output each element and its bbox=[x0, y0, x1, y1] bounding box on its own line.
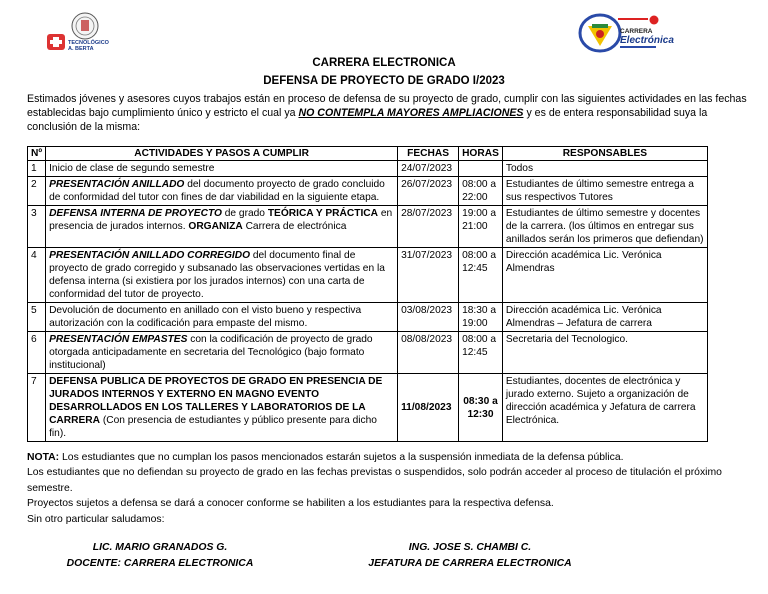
row-responsible: Estudiantes de último semestre entrega a sus respectivos Tutores bbox=[502, 177, 707, 206]
row-responsible: Secretaria del Tecnologico. bbox=[502, 332, 707, 374]
row-hour: 18:30 a 19:00 bbox=[459, 303, 503, 332]
intro-emphasis: NO CONTEMPLA MAYORES AMPLIACIONES bbox=[298, 107, 524, 120]
logo-right-text-2: Electrónica bbox=[620, 35, 674, 46]
table-header-row bbox=[28, 147, 708, 161]
header-num: Nº bbox=[28, 147, 46, 161]
row-activity bbox=[46, 248, 398, 303]
activity-emphasis: PRESENTACIÓN EMPASTES bbox=[49, 334, 188, 345]
logo-left-text-1: TECNOLÓGICO bbox=[68, 40, 109, 46]
schedule-table bbox=[27, 146, 708, 442]
row-num: 7 bbox=[28, 374, 46, 442]
note-label: NOTA: bbox=[27, 452, 60, 463]
row-num: 6 bbox=[28, 332, 46, 374]
row-num: 1 bbox=[28, 161, 46, 177]
logo-right-text-1: CARRERA bbox=[620, 28, 653, 35]
activity-emphasis: PRESENTACIÓN ANILLADO bbox=[49, 179, 185, 190]
row-responsible: Todos bbox=[502, 161, 707, 177]
row-num: 5 bbox=[28, 303, 46, 332]
row-activity bbox=[46, 374, 398, 442]
row-responsible: Estudiantes, docentes de electrónica y jurado externo. Sujeto a organización de dirección académica y Jefatura de carrera Electrónica. bbox=[502, 374, 707, 442]
activity-emphasis: DEFENSA INTERNA DE PROYECTO bbox=[49, 208, 222, 219]
note-line-3: Proyectos sujetos a defensa se dará a conocer conforme se habiliten a los estudiantes para la respectiva defensa. bbox=[27, 498, 554, 510]
row-num: 2 bbox=[28, 177, 46, 206]
row-num: 4 bbox=[28, 248, 46, 303]
note-line-2: Los estudiantes que no defiendan su proyecto de grado en las fechas previstas o suspendidos, solo podrán acceder al proceso de titulación el próximo semestre. bbox=[27, 467, 722, 494]
activity-text: del documento final de proyecto de grado corregido y subsanado las observaciones vertidas en la defensa interna (si existiera por los jurados internos) con una carta de conformidad del tutor de proyecto. bbox=[49, 250, 385, 300]
intro-line-2b: y es de entera responsabilidad suya la bbox=[523, 107, 708, 120]
activity-bold: DEFENSA PUBLICA DE PROYECTOS DE GRADO EN PRESENCIA DE JURADOS INTERNOS Y EXTERNO EN MAGNO EVENTO DESARROLLADOS EN LOS TALLERES Y LABORATORIOS DE LA CARRERA bbox=[49, 376, 383, 426]
activity-bold: ORGANIZA bbox=[188, 221, 243, 232]
row-date: 08/08/2023 bbox=[398, 332, 459, 374]
row-responsible: Dirección académica Lic. Verónica Almendras bbox=[502, 248, 707, 303]
row-hour: 08:00 a 12:45 bbox=[459, 332, 503, 374]
document-title: CARRERA ELECTRONICA bbox=[312, 57, 456, 69]
table-row bbox=[28, 161, 708, 177]
table-row bbox=[28, 248, 708, 303]
table-row bbox=[28, 332, 708, 374]
activity-text: del documento proyecto de grado concluido de conformidad del tutor con fines de dar viabilidad en la siguiente etapa. bbox=[49, 179, 385, 203]
row-hour: 19:00 a 21:00 bbox=[459, 206, 503, 248]
row-responsible: Dirección académica Lic. Verónica Almendras – Jefatura de carrera bbox=[502, 303, 707, 332]
row-hour bbox=[459, 161, 503, 177]
row-num: 3 bbox=[28, 206, 46, 248]
institute-logo bbox=[42, 10, 122, 54]
notes-section bbox=[27, 450, 749, 527]
activity-text: (Con presencia de estudiantes y público presente para dicho fin). bbox=[49, 415, 377, 439]
intro-line-3: conclusión de la misma: bbox=[27, 121, 141, 134]
signature-right-role: JEFATURA DE CARRERA ELECTRONICA bbox=[368, 558, 572, 569]
row-hour: 08:00 a 22:00 bbox=[459, 177, 503, 206]
career-logo bbox=[578, 12, 688, 54]
row-hour: 08:30 a 12:30 bbox=[459, 374, 503, 442]
note-text: Los estudiantes que no cumplan los pasos mencionados estarán sujetos a la suspensión inmediata de la defensa pública. bbox=[59, 452, 624, 463]
table-row bbox=[28, 206, 708, 248]
table-row bbox=[28, 374, 708, 442]
row-date: 24/07/2023 bbox=[398, 161, 459, 177]
activity-text: Inicio de clase de segundo semestre bbox=[49, 163, 215, 174]
row-date: 11/08/2023 bbox=[398, 374, 459, 442]
row-date: 03/08/2023 bbox=[398, 303, 459, 332]
table-row bbox=[28, 303, 708, 332]
row-date: 26/07/2023 bbox=[398, 177, 459, 206]
intro-line-2a: establecidas bajo cumplimiento único y estricto el cual ya bbox=[27, 107, 299, 120]
row-activity bbox=[46, 161, 398, 177]
activity-text: con la codificación de proyecto de grado otorgada anticipadamente en secretaria del Tecnológico (bajo formato institucional) bbox=[49, 334, 373, 371]
signature-right bbox=[360, 540, 580, 572]
header-hours: HORAS bbox=[459, 147, 503, 161]
row-activity bbox=[46, 177, 398, 206]
signature-right-name: ING. JOSE S. CHAMBI C. bbox=[408, 542, 532, 553]
activity-emphasis: PRESENTACIÓN ANILLADO CORREGIDO bbox=[49, 250, 251, 261]
signature-left-role: DOCENTE: CARRERA ELECTRONICA bbox=[66, 558, 254, 569]
note-line-4: Sin otro particular saludamos: bbox=[27, 513, 165, 525]
header-dates: FECHAS bbox=[398, 147, 459, 161]
activity-text: Devolución de documento en anillado con el visto bueno y respectiva autorización con la codificación para empaste del mismo. bbox=[49, 305, 362, 329]
row-activity bbox=[46, 303, 398, 332]
table-row bbox=[28, 177, 708, 206]
row-activity bbox=[46, 206, 398, 248]
row-date: 31/07/2023 bbox=[398, 248, 459, 303]
document-subtitle: DEFENSA DE PROYECTO DE GRADO I/2023 bbox=[263, 75, 505, 87]
activity-bold: TEÓRICA Y PRÁCTICA bbox=[267, 208, 378, 219]
header-activities: ACTIVIDADES Y PASOS A CUMPLIR bbox=[46, 147, 398, 161]
signature-left-name: LIC. MARIO GRANADOS G. bbox=[92, 542, 228, 553]
header-responsibles: RESPONSABLES bbox=[502, 147, 707, 161]
activity-text: de grado bbox=[221, 208, 268, 219]
row-date: 28/07/2023 bbox=[398, 206, 459, 248]
intro-line-1: Estimados jóvenes y asesores cuyos trabajos están en proceso de defensa de su proyecto de grado, cumplir con las siguientes actividades en las fechas bbox=[27, 93, 747, 105]
row-activity bbox=[46, 332, 398, 374]
note-line bbox=[27, 450, 749, 465]
signature-left bbox=[60, 540, 260, 572]
activity-text: en presencia de jurados internos. bbox=[49, 208, 393, 232]
logo-left-text-2: A. BERTA bbox=[68, 46, 94, 52]
intro-paragraph bbox=[27, 92, 749, 135]
row-responsible: Estudiantes de último semestre y docentes de la carrera. (los últimos en entregar sus anillados serán los primeros que defiendan) bbox=[502, 206, 707, 248]
activity-text: Carrera de electrónica bbox=[242, 221, 347, 232]
row-hour: 08:00 a 12:45 bbox=[459, 248, 503, 303]
